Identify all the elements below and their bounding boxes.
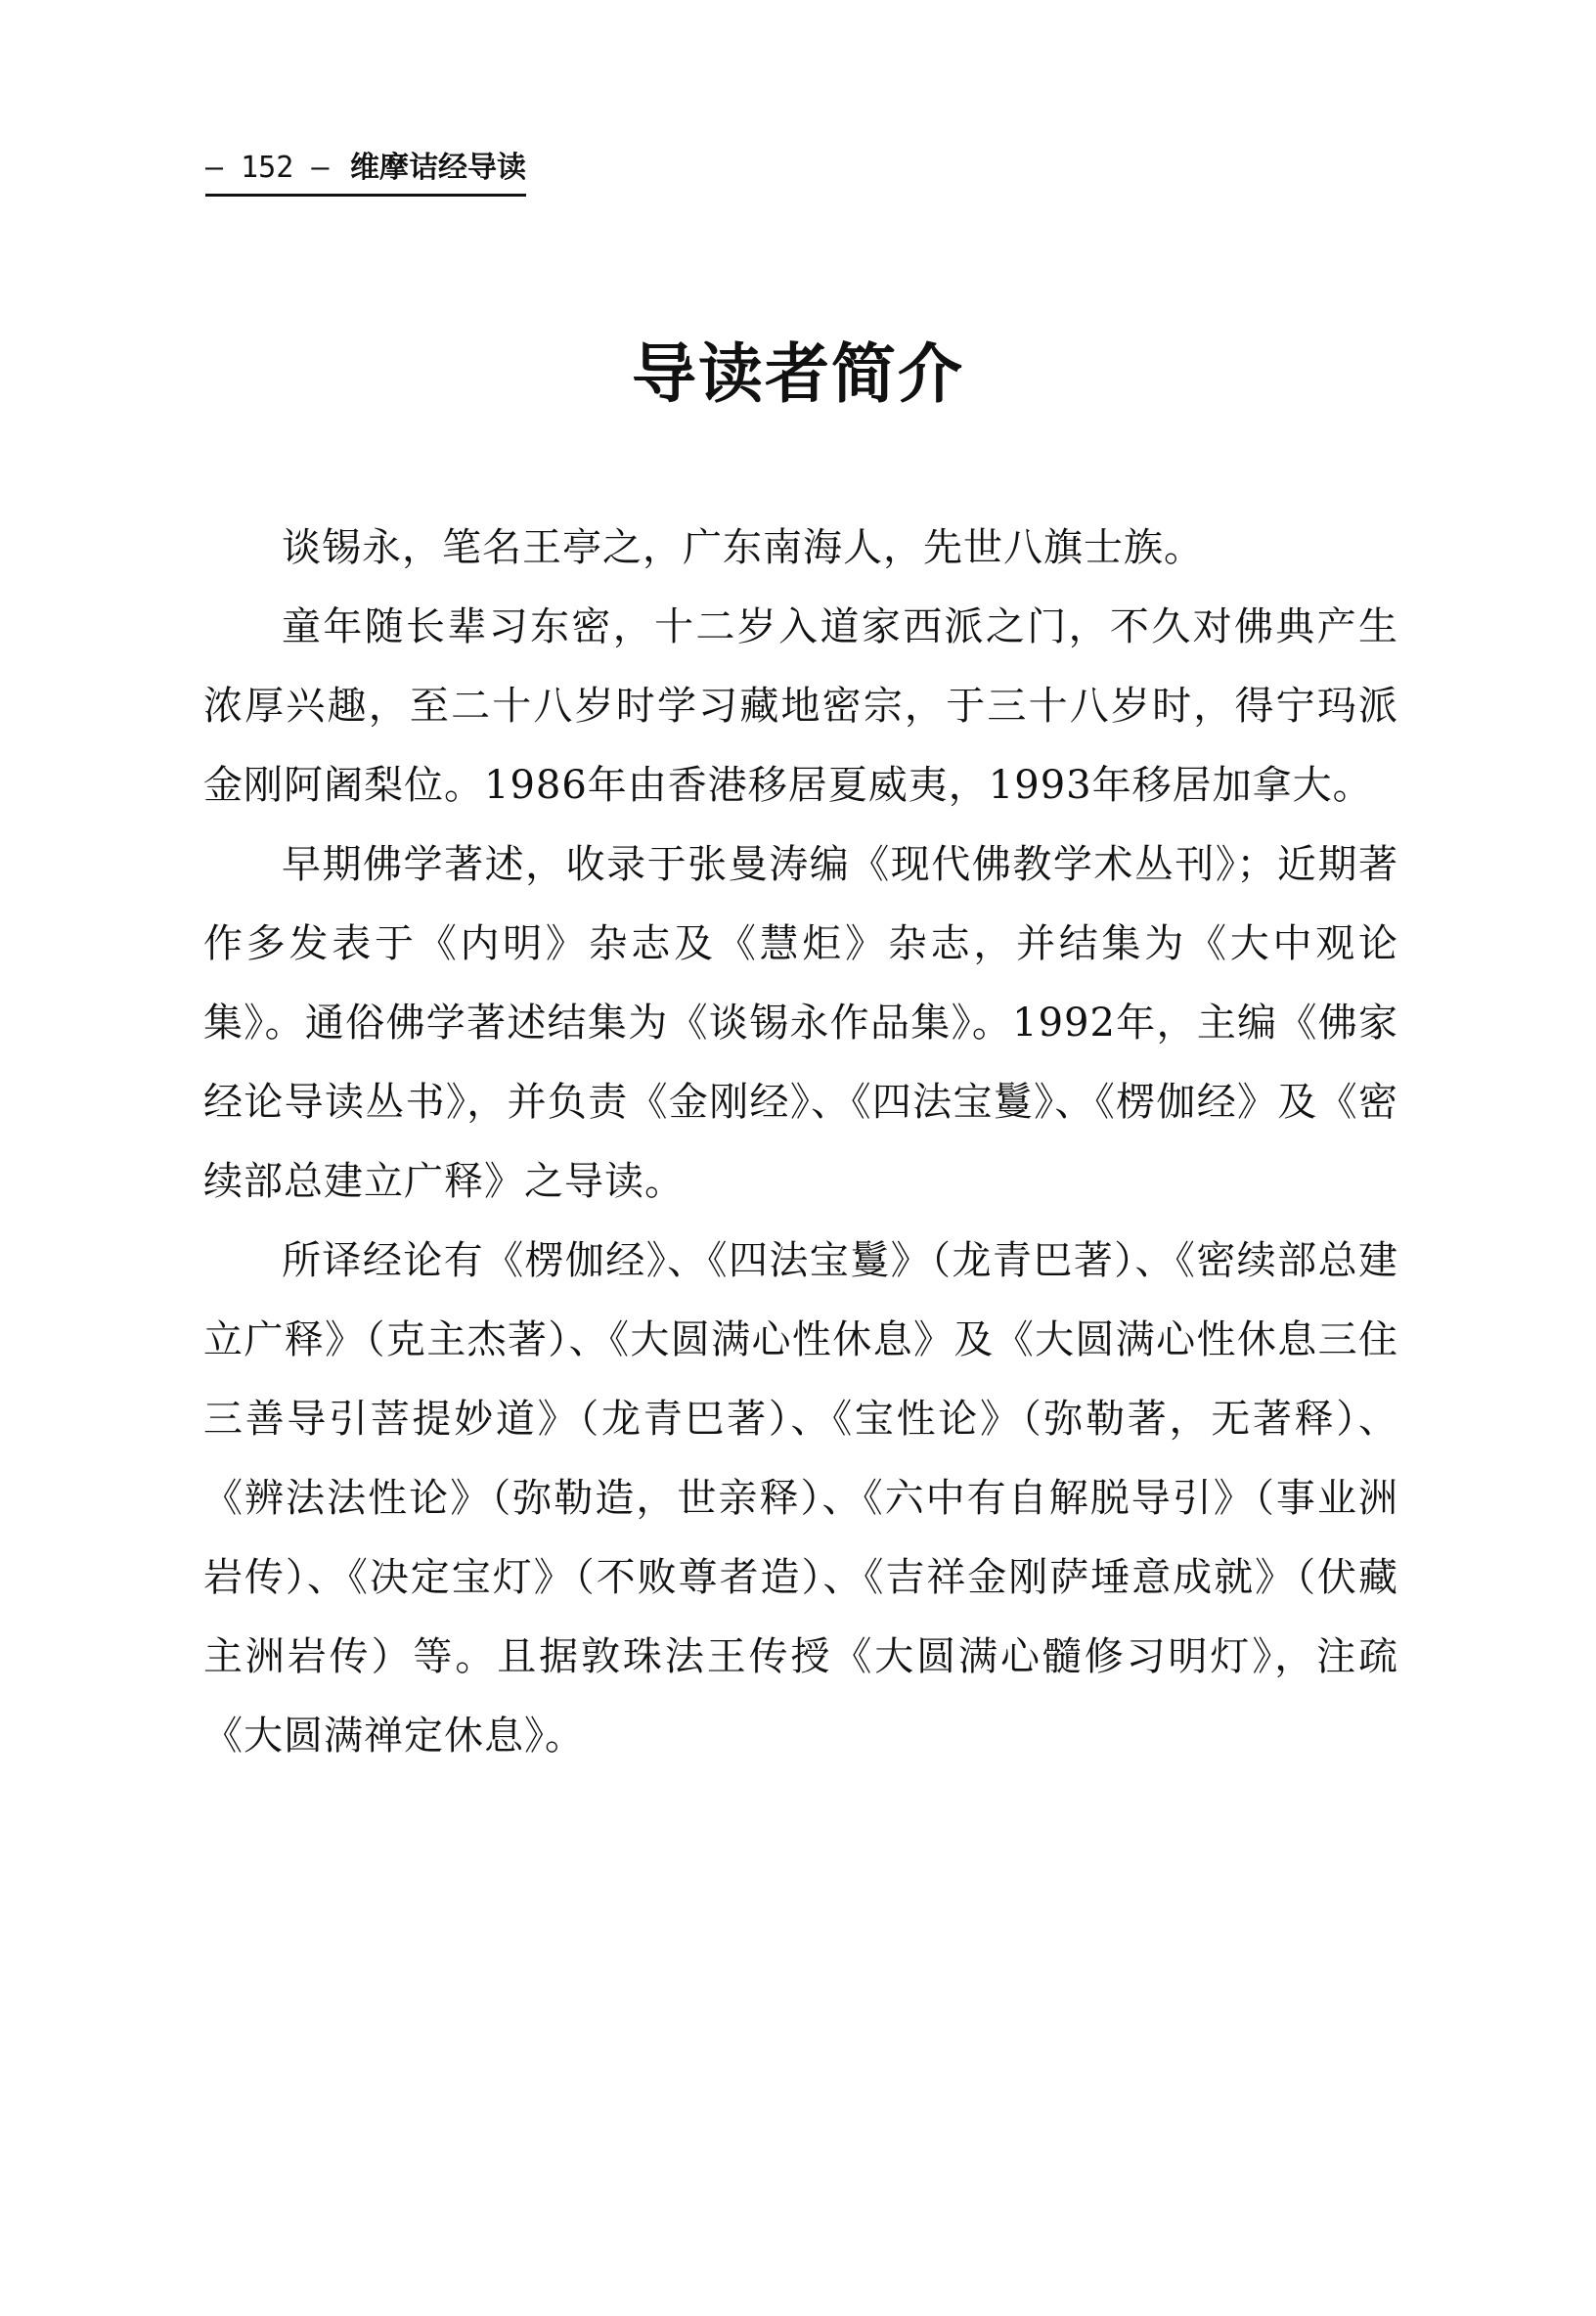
page-number: — 152 — xyxy=(205,151,330,185)
paragraph-background: 童年随长辈习东密，十二岁入道家西派之门，不久对佛典产生浓厚兴趣，至二十八岁时学习藏地密宗，于三十八岁时，得宁玛派金刚阿阇梨位。1986年由香港移居夏威夷，1993年移居加拿大。 xyxy=(203,604,1398,808)
paragraph-intro: 谈锡永，笔名王亭之，广东南海人，先世八旗士族。 xyxy=(282,525,1204,570)
paragraph-translations: 所译经论有《楞伽经》、《四法宝鬘》（龙青巴著）、《密续部总建立广释》（克主杰著）、《大圆满心性休息》及《大圆满心性休息三住三善导引菩提妙道》（龙青巴著）、《宝性论》（弥勒著，无著释）、《辨法法性论》（弥勒造，世亲释）、《六中有自解脱导引》（事业洲岩传）、《决定宝灯》（不败尊者造）、《吉祥金刚萨埵意成就》（伏藏主洲岩传）等。且据敦珠法王传授《大圆满心髓修习明灯》，注疏《大圆满禅定休息》。 xyxy=(203,1238,1398,1759)
running-header xyxy=(205,147,526,197)
page-title: 导读者简介 xyxy=(632,336,964,412)
paragraph-writings: 早期佛学著述，收录于张曼涛编《现代佛教学术丛刊》；近期著作多发表于《内明》杂志及《慧炬》杂志，并结集为《大中观论集》。通俗佛学著述结集为《谈锡永作品集》。1992年，主编《佛家经论导读丛书》，并负责《金刚经》、《四法宝鬘》、《楞伽经》及《密续部总建立广释》之导读。 xyxy=(203,842,1398,1204)
book-title: 维摩诘经导读 xyxy=(349,151,526,185)
body-text xyxy=(203,509,1398,1776)
